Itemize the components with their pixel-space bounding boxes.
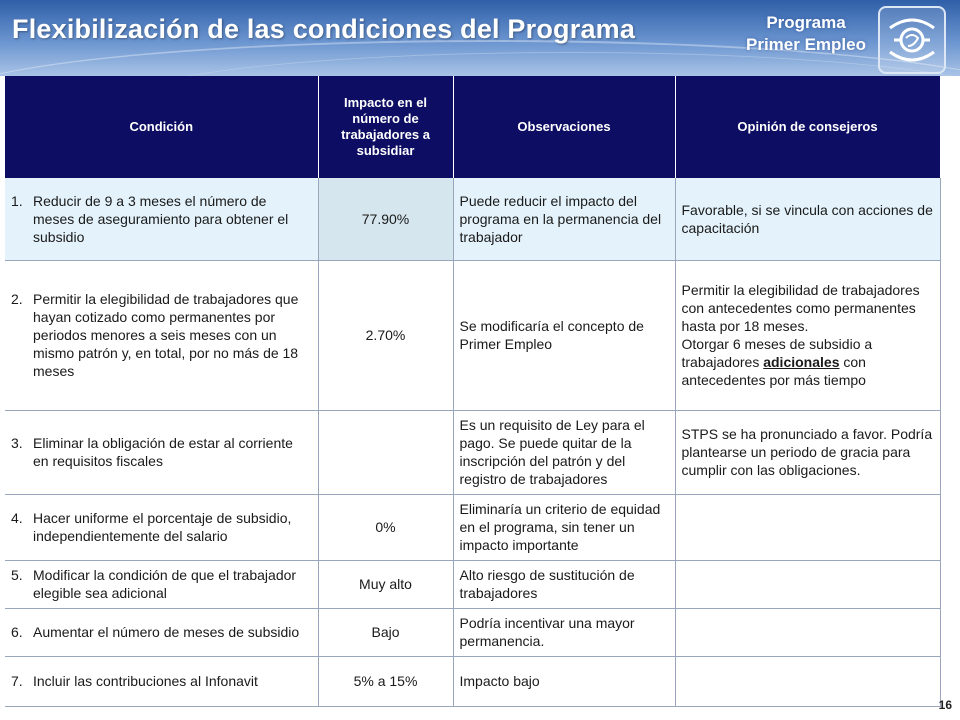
- table-row: [5, 608, 940, 656]
- cell-condition: [5, 260, 318, 410]
- table-row: [5, 560, 940, 608]
- opinion-text-b: Otorgar 6 meses de subsidio a trabajadores: [681, 336, 873, 370]
- conditions-table: [5, 76, 941, 707]
- row-number: 1.: [11, 192, 23, 209]
- condition-text: Reducir de 9 a 3 meses el número de meses de aseguramiento para obtener el subsidio: [33, 192, 289, 245]
- cell-impact: Bajo: [318, 608, 453, 656]
- cell-impact: Muy alto: [318, 560, 453, 608]
- row-number: 6.: [11, 624, 23, 640]
- brand-line-2: Primer Empleo: [746, 35, 866, 54]
- row-number: 3.: [11, 435, 23, 451]
- col-header-opinion: Opinión de consejeros: [675, 76, 940, 178]
- cell-opinion: [675, 560, 940, 608]
- cell-opinion: [675, 260, 940, 410]
- cell-impact: 2.70%: [318, 260, 453, 410]
- cell-observations: Alto riesgo de sustitución de trabajadores: [453, 560, 675, 608]
- opinion-text-c: con antecedentes por más tiempo: [681, 354, 866, 388]
- row-number: 2.: [11, 291, 23, 307]
- condition-text: Permitir la elegibilidad de trabajadores que hayan cotizado como permanentes por periodos menores a seis meses con un mismo patrón y, en total, por no más de 18 meses: [33, 291, 299, 379]
- condition-text: Hacer uniforme el porcentaje de subsidio, independientemente del salario: [33, 510, 292, 544]
- cell-condition: [5, 494, 318, 560]
- opinion-text-a: Permitir la elegibilidad de trabajadores con antecedentes como permanentes hasta por 18 meses.: [681, 282, 920, 334]
- condition-text: Eliminar la obligación de estar al corriente en requisitos fiscales: [33, 435, 293, 469]
- condition-text: Incluir las contribuciones al Infonavit: [33, 673, 258, 689]
- slide-header: [0, 0, 960, 76]
- opinion-underlined-word: adicionales: [763, 354, 840, 370]
- cell-observations: Es un requisito de Ley para el pago. Se puede quitar de la inscripción del patrón y del registro de trabajadores: [453, 410, 675, 494]
- cell-opinion: STPS se ha pronunciado a favor. Podría plantearse un periodo de gracia para cumplir con las obligaciones.: [675, 410, 940, 494]
- table-row: [5, 656, 940, 706]
- imss-logo-icon: [878, 6, 946, 74]
- cell-opinion: [675, 608, 940, 656]
- program-brand: [746, 12, 866, 56]
- row-number: 7.: [11, 673, 23, 689]
- cell-impact: 77.90%: [318, 178, 453, 260]
- page-number: 16: [938, 698, 952, 712]
- cell-opinion: [675, 656, 940, 706]
- cell-condition: [5, 178, 318, 260]
- condition-text: Modificar la condición de que el trabajador elegible sea adicional: [33, 567, 297, 601]
- cell-impact: 5% a 15%: [318, 656, 453, 706]
- row-number: 4.: [11, 510, 23, 526]
- cell-condition: [5, 608, 318, 656]
- cell-condition: [5, 656, 318, 706]
- cell-impact: [318, 410, 453, 494]
- cell-observations: Podría incentivar una mayor permanencia.: [453, 608, 675, 656]
- cell-condition: [5, 560, 318, 608]
- cell-observations: Se modificaría el concepto de Primer Empleo: [453, 260, 675, 410]
- col-header-impact: Impacto en el número de trabajadores a subsidiar: [318, 76, 453, 178]
- cell-opinion: [675, 494, 940, 560]
- table-row: [5, 178, 940, 260]
- table-row: [5, 494, 940, 560]
- table-header-row: [5, 76, 940, 178]
- cell-condition: [5, 410, 318, 494]
- cell-observations: Impacto bajo: [453, 656, 675, 706]
- cell-impact: 0%: [318, 494, 453, 560]
- brand-line-1: Programa: [766, 13, 846, 32]
- row-number: 5.: [11, 567, 23, 583]
- slide-title: Flexibilización de las condiciones del Programa: [12, 14, 636, 44]
- table-row: [5, 260, 940, 410]
- col-header-condition: Condición: [5, 76, 318, 178]
- col-header-observations: Observaciones: [453, 76, 675, 178]
- condition-text: Aumentar el número de meses de subsidio: [33, 624, 300, 640]
- cell-opinion: Favorable, si se vincula con acciones de capacitación: [675, 178, 940, 260]
- table-row: [5, 410, 940, 494]
- cell-observations: Eliminaría un criterio de equidad en el programa, sin tener un impacto importante: [453, 494, 675, 560]
- cell-observations: Puede reducir el impacto del programa en la permanencia del trabajador: [453, 178, 675, 260]
